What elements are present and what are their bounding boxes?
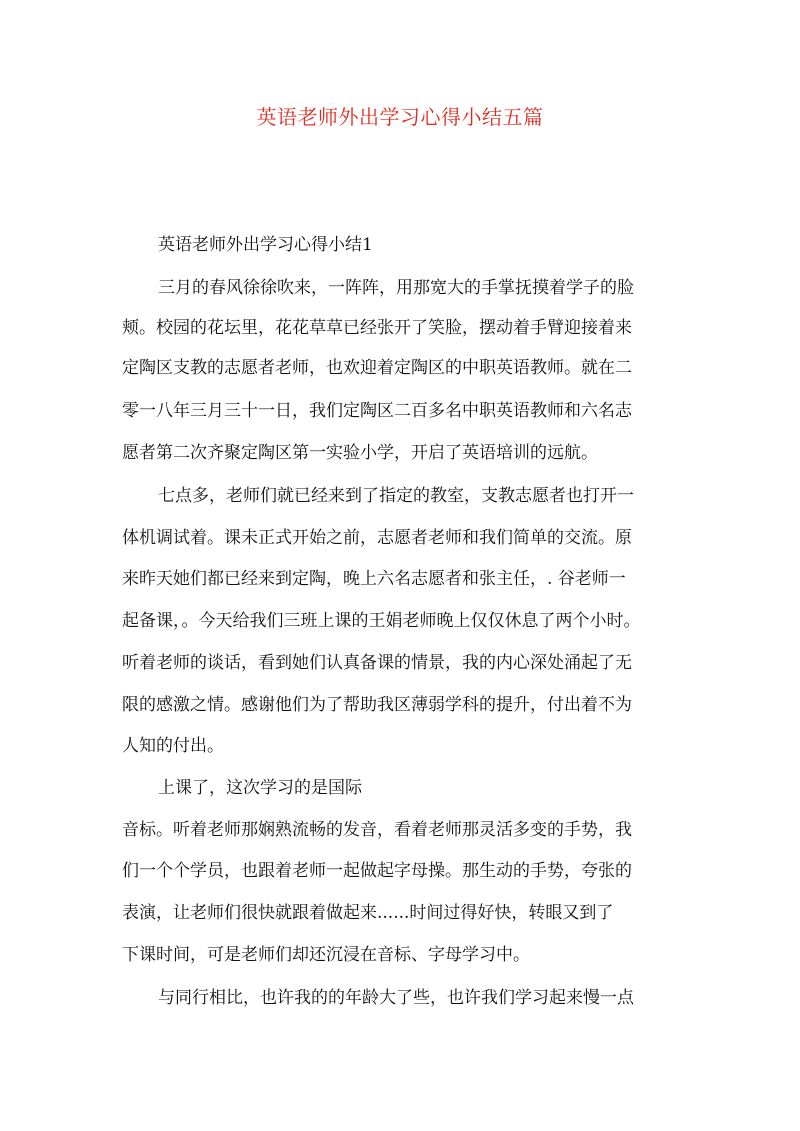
body-line: 人知的付出。 bbox=[122, 736, 224, 756]
body-line: 颊。校园的花坛里，花花草草已经张开了笑脸，摆动着手臂迎接着来 bbox=[122, 318, 632, 338]
body-line: 与同行相比，也许我的的年龄大了些，也许我们学习起来慢一点 bbox=[158, 988, 634, 1008]
body-line: 起备课，。今天给我们三班上课的王娟老师晚上仅仅休息了两个小时。 bbox=[122, 611, 641, 631]
body-line: 音标。听着老师那娴熟流畅的发音，看着老师那灵活多变的手势，我 bbox=[122, 820, 632, 840]
body-line: 定陶区支教的志愿者老师，也欢迎着定陶区的中职英语教师。就在二 bbox=[122, 358, 632, 378]
body-line: 表演，让老师们很快就跟着做起来......时间过得好快，转眼又到了 bbox=[122, 903, 614, 923]
body-line: 限的感激之情。感谢他们为了帮助我区薄弱学科的提升，付出着不为 bbox=[122, 695, 632, 715]
body-line: 七点多，老师们就已经来到了指定的教室，支教志愿者也打开一 bbox=[158, 486, 634, 506]
body-line: 零一八年三月三十一日，我们定陶区二百多名中职英语教师和六名志 bbox=[122, 401, 632, 421]
body-line: 三月的春风徐徐吹来，一阵阵，用那宽大的手掌抚摸着学子的脸 bbox=[158, 278, 634, 298]
body-line: 来昨天她们都已经来到定陶，晚上六名志愿者和张主任，. 谷老师一 bbox=[122, 569, 626, 589]
body-line: 们一个个学员，也跟着老师一起做起字母操。那生动的手势，夸张的 bbox=[122, 861, 632, 881]
body-line: 愿者第二次齐聚定陶区第一实验小学，开启了英语培训的远航。 bbox=[122, 443, 598, 463]
body-line: 体机调试着。课未正式开始之前，志愿者老师和我们简单的交流。原 bbox=[122, 528, 632, 548]
body-line: 上课了，这次学习的是国际 bbox=[158, 778, 362, 798]
body-line: 下课时间，可是老师们却还沉浸在音标、字母学习中。 bbox=[122, 945, 530, 965]
body-line: 听着老师的谈话，看到她们认真备课的情景，我的内心深处涌起了无 bbox=[122, 653, 632, 673]
document-title: 英语老师外出学习心得小结五篇 bbox=[256, 105, 544, 129]
section-heading: 英语老师外出学习心得小结1 bbox=[158, 235, 373, 255]
